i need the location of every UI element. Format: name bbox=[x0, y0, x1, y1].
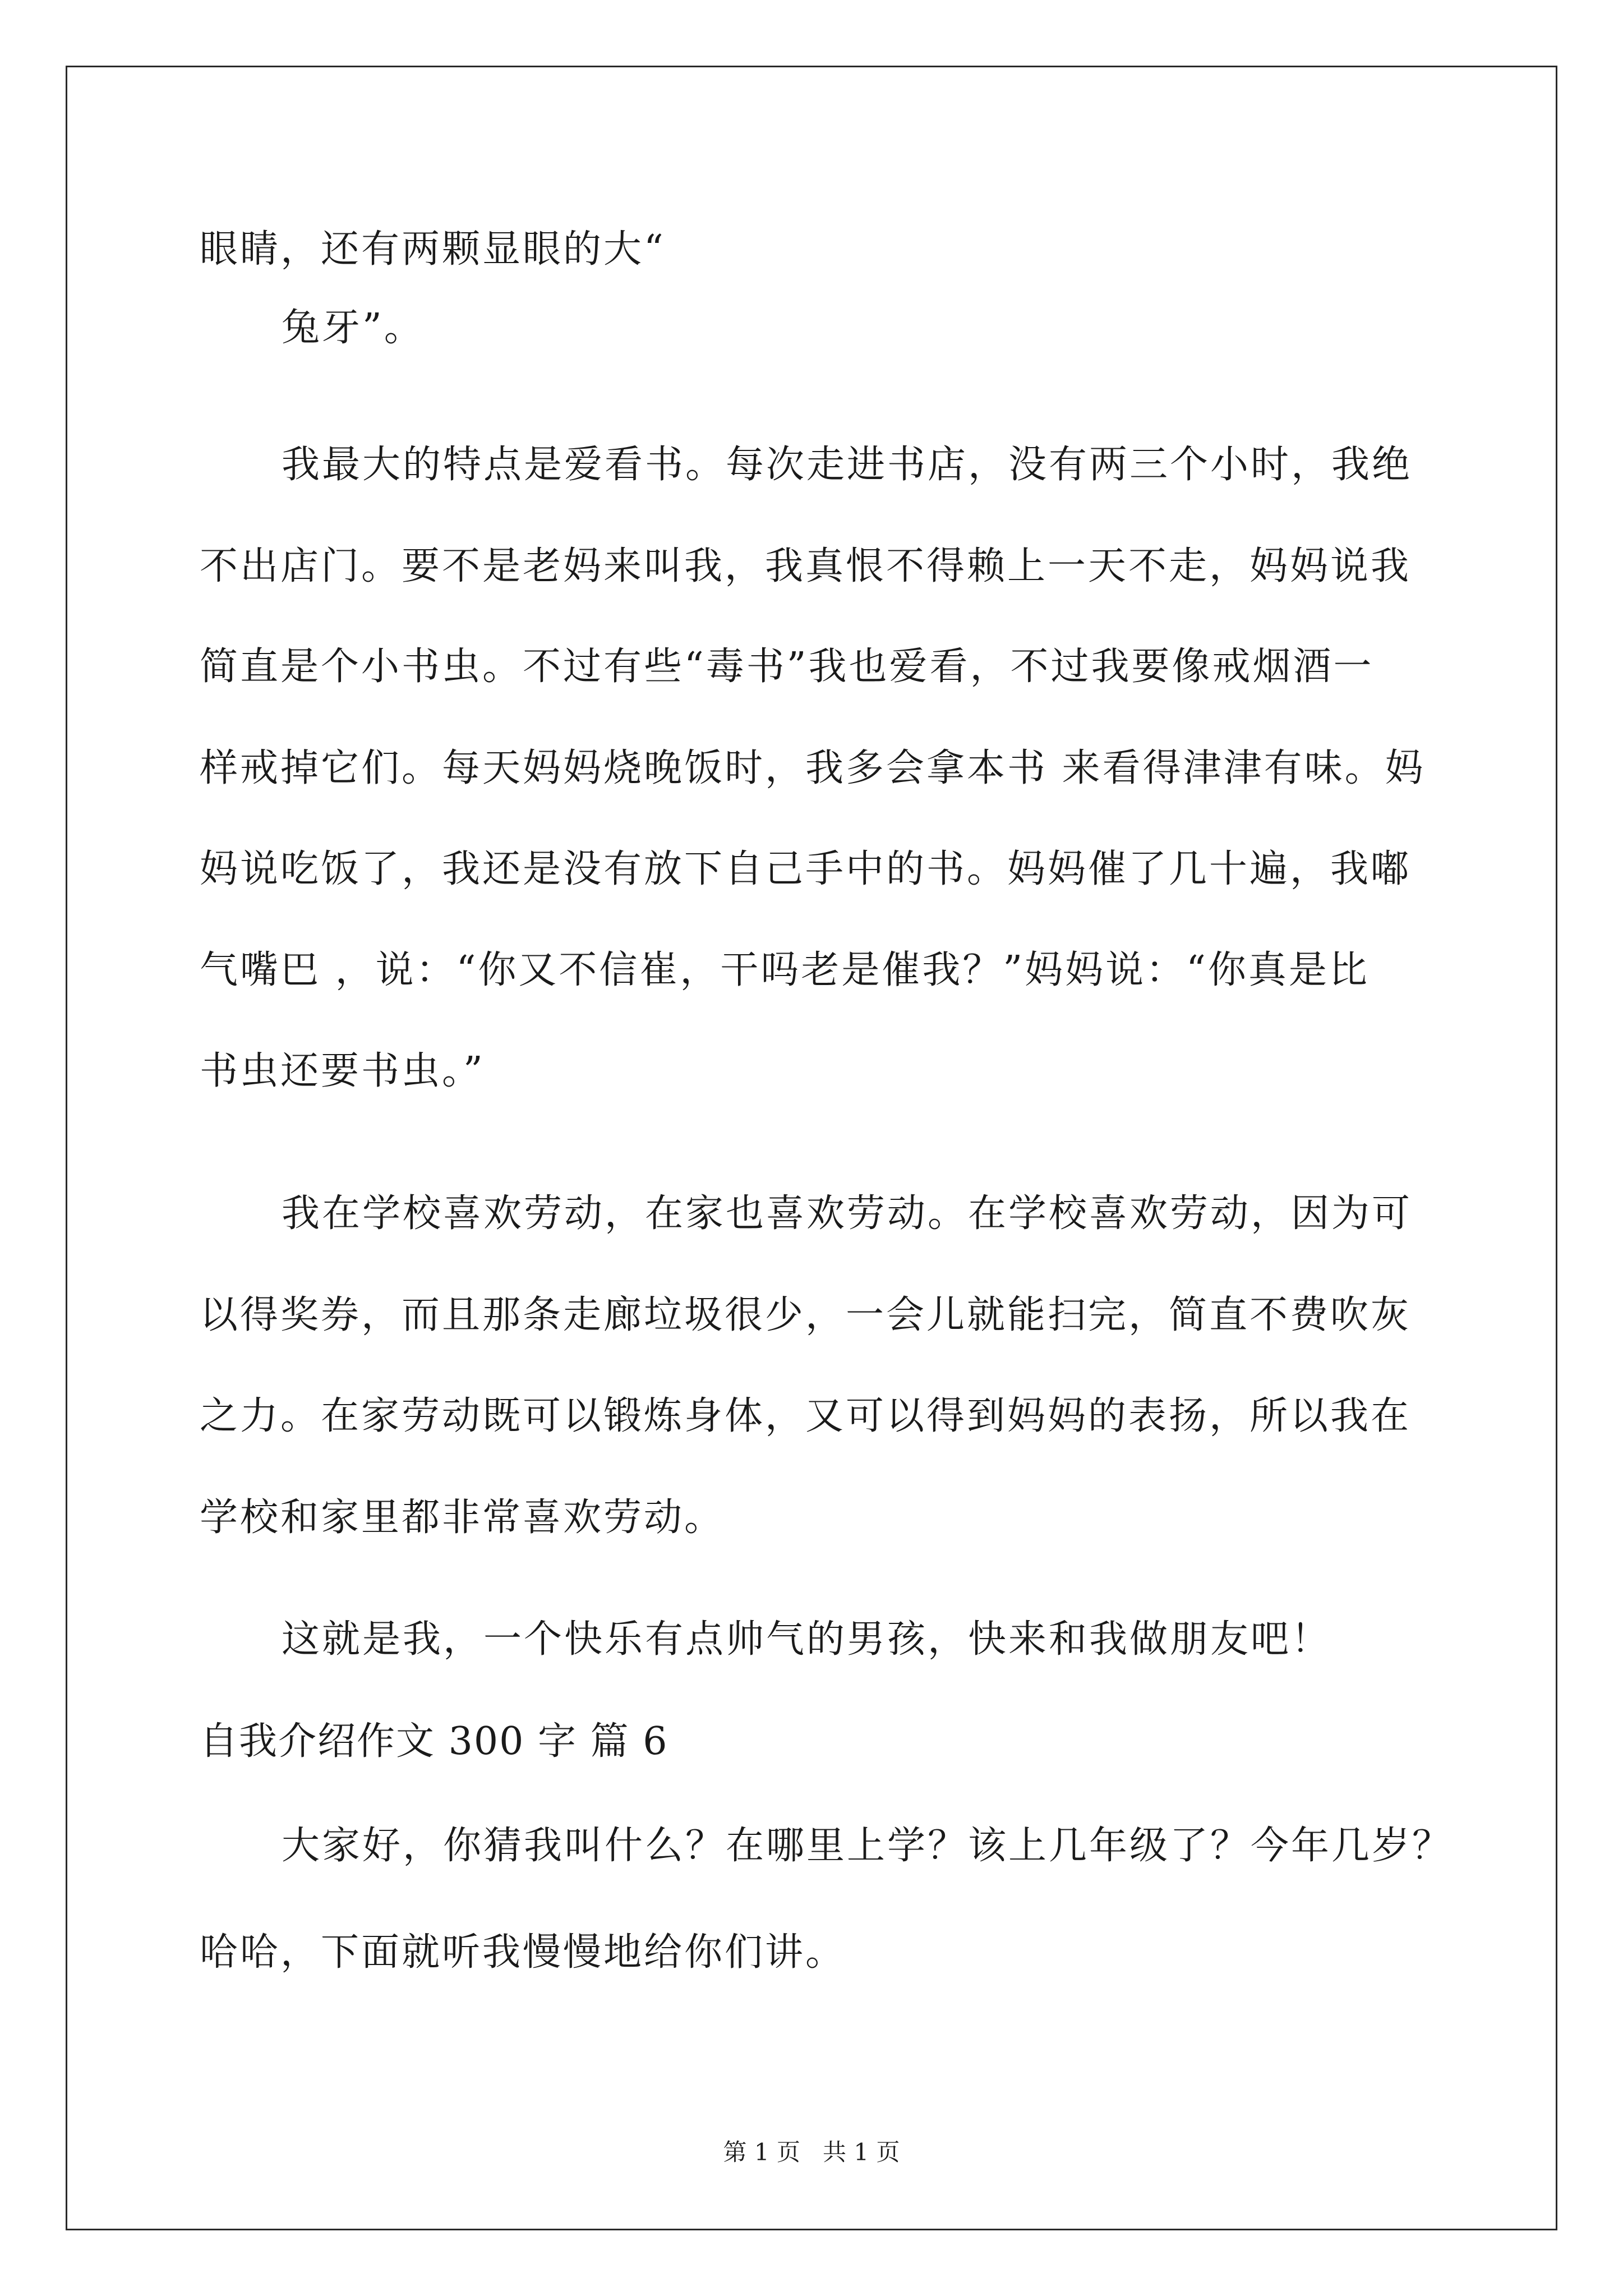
text-line: 简直是个小书虫。不过有些“毒书”我也爱看，不过我要像戒烟酒一 bbox=[200, 645, 1374, 689]
text-line: 气嘴巴 ，说：“你又不信崔，干吗老是催我？”妈妈说：“你真是比 bbox=[200, 948, 1370, 992]
section-heading: 自我介绍作文 300 字 篇 6 bbox=[200, 1719, 668, 1764]
paragraph-start: 我在学校喜欢劳动，在家也喜欢劳动。在学校喜欢劳动，因为可 bbox=[282, 1191, 1413, 1236]
page-border bbox=[66, 66, 1557, 2230]
text-line: 兔牙”。 bbox=[282, 306, 425, 350]
text-line: 哈哈，下面就听我慢慢地给你们讲。 bbox=[200, 1930, 846, 1975]
text-line: 书虫还要书虫。” bbox=[200, 1049, 485, 1093]
paragraph-start: 我最大的特点是爱看书。每次走进书店，没有两三个小时，我绝 bbox=[282, 443, 1413, 487]
paragraph-start: 这就是我，一个快乐有点帅气的男孩，快来和我做朋友吧！ bbox=[282, 1617, 1332, 1662]
text-line: 不出店门。要不是老妈来叫我，我真恨不得赖上一天不走，妈妈说我 bbox=[200, 544, 1412, 588]
text-line: 学校和家里都非常喜欢劳动。 bbox=[200, 1496, 725, 1540]
paragraph-start: 大家好，你猜我叫什么？在哪里上学？该上几年级了？今年几岁？ bbox=[282, 1824, 1453, 1868]
text-line: 以得奖券，而且那条走廊垃圾很少，一会儿就能扫完，简直不费吹灰 bbox=[200, 1293, 1412, 1337]
text-line: 眼睛，还有两颗显眼的大“ bbox=[200, 227, 666, 272]
text-line: 之力。在家劳动既可以锻炼身体，又可以得到妈妈的表扬，所以我在 bbox=[200, 1394, 1412, 1438]
text-line: 妈说吃饭了，我还是没有放下自己手中的书。妈妈催了几十遍，我嘟 bbox=[200, 847, 1412, 891]
page-footer: 第 1 页 共 1 页 bbox=[723, 2138, 900, 2166]
text-line: 样戒掉它们。每天妈妈烧晚饭时，我多会拿本书 来看得津津有味。妈 bbox=[200, 746, 1426, 790]
